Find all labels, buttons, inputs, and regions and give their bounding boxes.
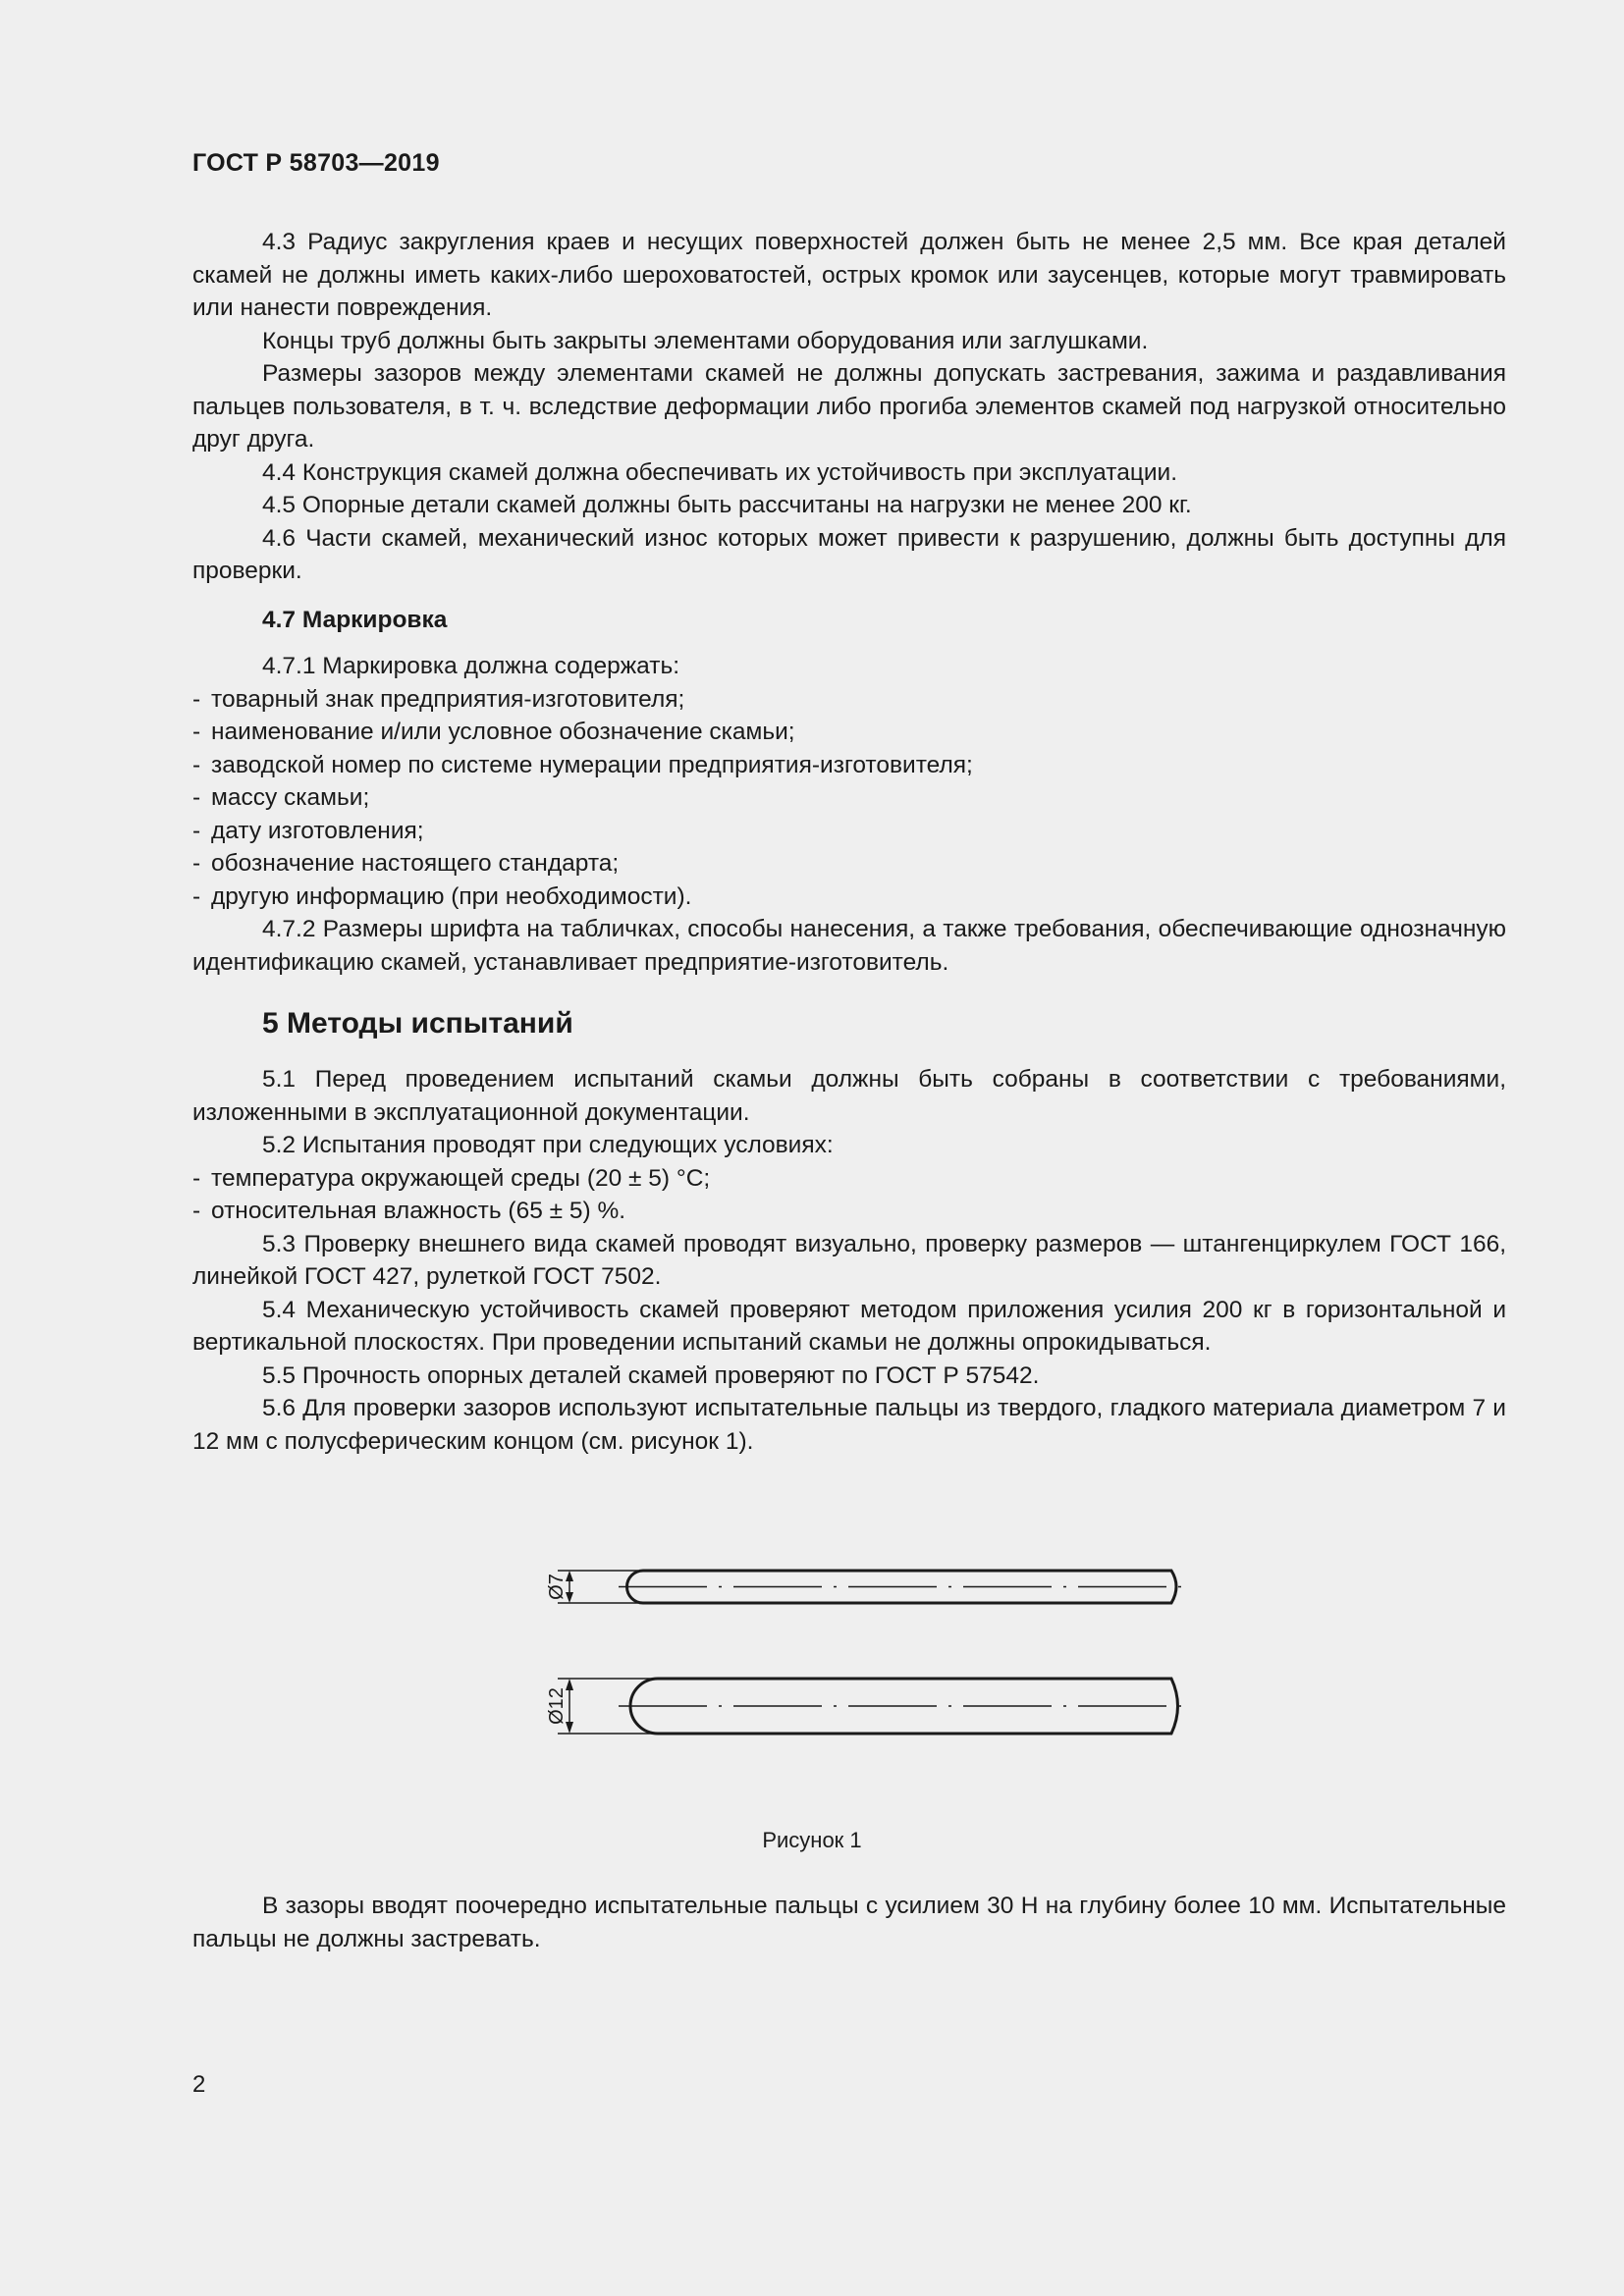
list-item: - другую информацию (при необходимости). [192, 882, 692, 910]
list-item: - относительная влажность (65 ± 5) %. [192, 1198, 626, 1224]
list-item: - наименование и/или условное обозначение скамьи; [192, 719, 795, 745]
paragraph: 5.2 Испытания проводят при следующих условиях: [262, 1132, 834, 1158]
paragraph: 4.6 Части скамей, механический износ которых может привести к разрушению, должны быть доступны для проверки. [192, 524, 1506, 584]
paragraph: 4.3 Радиус закругления краев и несущих поверхностей должен быть не менее 2,5 мм. Все края деталей скамей не должны иметь каких-либо шероховатостей, острых кромок или заусенцев, которые могут травмировать или нанести повреждения. [192, 229, 1506, 321]
list-item: - заводской номер по системе нумерации предприятия-изготовителя; [192, 751, 973, 778]
section-heading: 5 Методы испытаний [262, 1007, 573, 1040]
list-item: - товарный знак предприятия-изготовителя; [192, 685, 685, 713]
standard-code-header: ГОСТ Р 58703—2019 [192, 149, 440, 177]
page-number: 2 [192, 2071, 206, 2098]
figure-caption: Рисунок 1 [762, 1828, 862, 1852]
tail-text [192, 1890, 1506, 1955]
test-fingers-figure [530, 1556, 1198, 1782]
paragraph: 5.3 Проверку внешнего вида скамей проводят визуально, проверку размеров — штангенциркулем ГОСТ 166, линейкой ГОСТ 427, рулеткой ГОСТ 7502. [192, 1230, 1506, 1290]
paragraph: В зазоры вводят поочередно испытательные пальцы с усилием 30 Н на глубину более 10 мм. Испытательные пальцы не должны застревать. [192, 1893, 1506, 1952]
paragraph: 5.4 Механическую устойчивость скамей проверяют методом приложения усилия 200 кг в горизонтальной и вертикальной плоскостях. При проведении испытаний скамьи не должны опрокидываться. [192, 1296, 1506, 1356]
diameter-label-large: Ø12 [546, 1687, 568, 1725]
paragraph: 4.7.2 Размеры шрифта на табличках, способы нанесения, а также требования, обеспечивающие однозначную идентификацию скамей, устанавливает предприятие-изготовитель. [192, 916, 1506, 976]
paragraph: 4.5 Опорные детали скамей должны быть рассчитаны на нагрузки не менее 200 кг. [262, 492, 1192, 518]
diameter-label-small: Ø7 [546, 1574, 568, 1600]
paragraph: 5.1 Перед проведением испытаний скамьи должны быть собраны в соответствии с требованиями, изложенными в эксплуатационной документации. [192, 1066, 1506, 1126]
list-item: - обозначение настоящего стандарта; [192, 850, 620, 877]
list-item: - температура окружающей среды (20 ± 5) °С; [192, 1164, 711, 1192]
subsection-heading: 4.7 Маркировка [262, 606, 448, 633]
paragraph: 5.5 Прочность опорных деталей скамей проверяют по ГОСТ Р 57542. [262, 1362, 1040, 1389]
paragraph: 5.6 Для проверки зазоров используют испытательные пальцы из твердого, гладкого материала диаметром 7 и 12 мм с полусферическим концом (см. рисунок 1). [192, 1395, 1506, 1455]
main-text [192, 226, 1506, 1458]
paragraph: 4.4 Конструкция скамей должна обеспечивать их устойчивость при эксплуатации. [262, 458, 1178, 486]
paragraph: 4.7.1 Маркировка должна содержать: [262, 653, 680, 679]
paragraph: Концы труб должны быть закрыты элементами оборудования или заглушками. [262, 327, 1149, 354]
list-item: - массу скамьи; [192, 784, 370, 811]
list-item: - дату изготовления; [192, 817, 424, 844]
paragraph: Размеры зазоров между элементами скамей не должны допускать застревания, зажима и раздавливания пальцев пользователя, в т. ч. вследствие деформации либо прогиба элементов скамей под нагрузкой относительно друг друга. [192, 360, 1506, 453]
